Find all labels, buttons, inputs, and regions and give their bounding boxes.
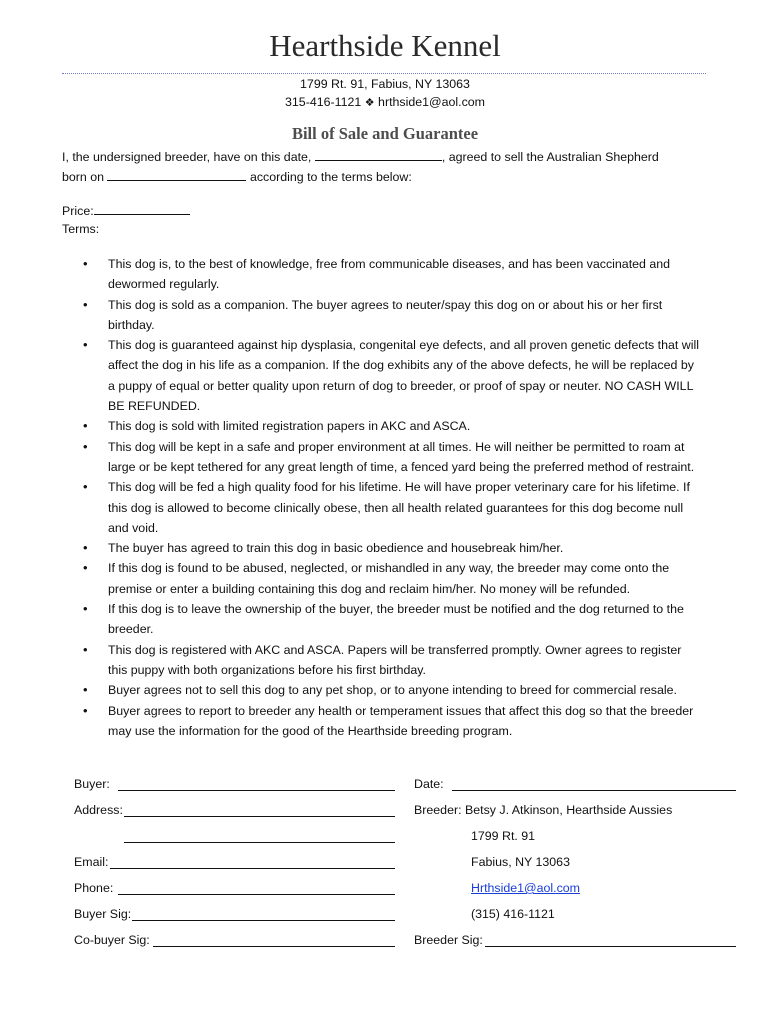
kennel-address: 1799 Rt. 91, Fabius, NY 13063 bbox=[300, 77, 470, 91]
date-field[interactable] bbox=[452, 790, 736, 791]
breeder-sig-label: Breeder Sig: bbox=[414, 933, 483, 947]
address-field-line-2[interactable] bbox=[124, 842, 395, 843]
phone-label: Phone: bbox=[74, 881, 114, 895]
term-item: • Buyer agrees not to sell this dog to any pet shop, or to anyone intending to breed for commercial resale. bbox=[82, 680, 702, 700]
diamond-icon: ❖ bbox=[364, 97, 375, 109]
price-line bbox=[62, 203, 190, 218]
breeder-city: Fabius, NY 13063 bbox=[471, 855, 570, 869]
document-title: Bill of Sale and Guarantee bbox=[291, 124, 479, 143]
phone-field[interactable] bbox=[118, 894, 395, 895]
cobuyer-sig-label: Co-buyer Sig: bbox=[74, 933, 150, 947]
breeder-email-link[interactable]: Hrthside1@aol.com bbox=[471, 881, 580, 895]
term-item: • This dog is sold as a companion. The buyer agrees to neuter/spay this dog on or about his or her first birthday. bbox=[82, 295, 702, 336]
kennel-email: hrthside1@aol.com bbox=[378, 95, 485, 109]
title-divider bbox=[62, 73, 706, 74]
breeder-phone: (315) 416-1121 bbox=[471, 907, 555, 921]
term-item: • This dog is registered with AKC and ASCA. Papers will be transferred promptly. Owner agrees to register this puppy with both organizations before his first birthday. bbox=[82, 640, 702, 681]
kennel-title: Hearthside Kennel bbox=[269, 28, 501, 63]
buyer-signature-field[interactable] bbox=[132, 920, 395, 921]
price-field[interactable] bbox=[94, 203, 190, 215]
kennel-contact-line bbox=[0, 95, 770, 109]
term-item: • This dog is sold with limited registration papers in AKC and ASCA. bbox=[82, 416, 702, 436]
intro-text-1: I, the undersigned breeder, have on this date, bbox=[62, 150, 312, 164]
email-label: Email: bbox=[74, 855, 109, 869]
intro-text-4: according to the terms below: bbox=[249, 170, 412, 184]
cobuyer-signature-field[interactable] bbox=[153, 946, 395, 947]
intro-text-2: , agreed to sell the Australian Shepherd bbox=[441, 150, 659, 164]
term-item: • The buyer has agreed to train this dog in basic obedience and housebreak him/her. bbox=[82, 538, 702, 558]
buyer-sig-label: Buyer Sig: bbox=[74, 907, 132, 921]
term-item: • If this dog is found to be abused, neglected, or mishandled in any way, the breeder may come onto the premise or enter a building containing this dog and reclaim him/her. No money will be refunded. bbox=[82, 558, 702, 599]
intro-line-1 bbox=[62, 149, 659, 164]
sale-date-field[interactable] bbox=[315, 149, 442, 161]
terms-list bbox=[82, 254, 702, 741]
intro-line-2 bbox=[62, 169, 412, 184]
birth-date-field[interactable] bbox=[107, 169, 246, 181]
term-item: • This dog will be fed a high quality food for his lifetime. He will have proper veterinary care for his lifetime. If this dog is allowed to become clinically obese, then all health related guarantees for this dog become null and void. bbox=[82, 477, 702, 538]
address-label: Address: bbox=[74, 803, 123, 817]
breeder-signature-field[interactable] bbox=[485, 946, 736, 947]
term-item: • If this dog is to leave the ownership of the buyer, the breeder must be notified and the dog returned to the breeder. bbox=[82, 599, 702, 640]
term-item: • This dog will be kept in a safe and proper environment at all times. He will neither be permitted to roam at large or be kept tethered for any great length of time, a fenced yard being the preferred method of restraint. bbox=[82, 437, 702, 478]
price-label: Price: bbox=[62, 204, 94, 218]
buyer-field[interactable] bbox=[118, 790, 395, 791]
term-item: • This dog is, to the best of knowledge, free from communicable diseases, and has been vaccinated and dewormed regularly. bbox=[82, 254, 702, 295]
term-item: • Buyer agrees to report to breeder any health or temperament issues that affect this dog so that the breeder may use the information for the good of the Hearthside breeding program. bbox=[82, 701, 702, 742]
email-field[interactable] bbox=[110, 868, 395, 869]
terms-label: Terms: bbox=[62, 222, 100, 236]
breeder-street: 1799 Rt. 91 bbox=[471, 829, 536, 843]
address-field[interactable] bbox=[124, 816, 395, 817]
breeder-name: Breeder: Betsy J. Atkinson, Hearthside Aussies bbox=[414, 803, 673, 817]
kennel-phone: 315-416-1121 bbox=[285, 95, 362, 109]
term-item: • This dog is guaranteed against hip dysplasia, congenital eye defects, and all proven genetic defects that will affect the dog in his life as a companion. If the dog exhibits any of the above defects, he will be replaced by a puppy of equal or better quality upon return of dog to breeder, or proof of spay or neuter. NO CASH WILL BE REFUNDED. bbox=[82, 335, 702, 416]
date-label: Date: bbox=[414, 777, 444, 791]
buyer-label: Buyer: bbox=[74, 777, 110, 791]
intro-text-3: born on bbox=[62, 170, 105, 184]
